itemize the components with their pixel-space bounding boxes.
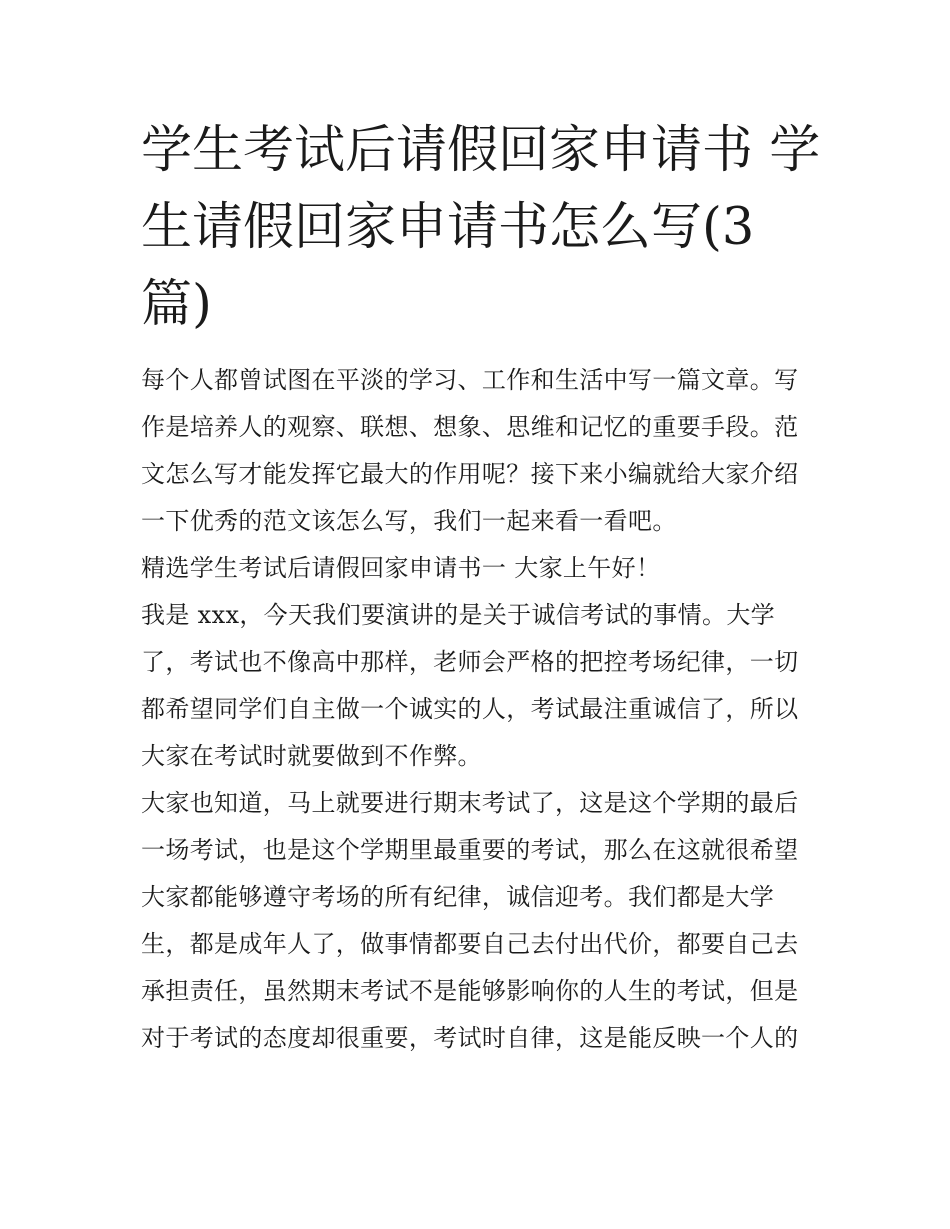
body-line: 对于考试的态度却很重要，考试时自律，这是能反映一个人的: [141, 1024, 799, 1052]
body-line: 大家也知道，马上就要进行期末考试了，这是这个学期的最后: [141, 789, 799, 817]
title-line: 篇): [141, 275, 212, 334]
body-line: 一下优秀的范文该怎么写，我们一起来看一看吧。: [141, 507, 677, 535]
body-line: 文怎么写才能发挥它最大的作用呢？接下来小编就给大家介绍: [141, 460, 799, 488]
body-line: 一场考试，也是这个学期里最重要的考试，那么在这就很希望: [141, 836, 799, 864]
document-title: [141, 112, 821, 343]
body-line: 作是培养人的观察、联想、想象、思维和记忆的重要手段。范: [141, 413, 799, 441]
body-line: 了，考试也不像高中那样，老师会严格的把控考场纪律，一切: [141, 648, 799, 676]
body-line: 精选学生考试后请假回家申请书一 大家上午好！: [141, 554, 661, 582]
body-line: 生，都是成年人了，做事情都要自己去付出代价，都要自己去: [141, 930, 799, 958]
body-line: 每个人都曾试图在平淡的学习、工作和生活中写一篇文章。写: [141, 366, 799, 394]
body-line: 大家在考试时就要做到不作弊。: [141, 742, 482, 770]
document-body: [141, 357, 821, 1062]
body-line: 都希望同学们自主做一个诚实的人，考试最注重诚信了，所以: [141, 695, 799, 723]
body-line: 大家都能够遵守考场的所有纪律，诚信迎考。我们都是大学: [141, 883, 775, 911]
body-line: 承担责任，虽然期末考试不是能够影响你的人生的考试，但是: [141, 977, 799, 1005]
title-line: 生请假回家申请书怎么写(3: [141, 198, 755, 257]
body-line: 我是 xxx，今天我们要演讲的是关于诚信考试的事情。大学: [141, 601, 776, 629]
title-line: 学生考试后请假回家申请书 学: [141, 121, 821, 180]
